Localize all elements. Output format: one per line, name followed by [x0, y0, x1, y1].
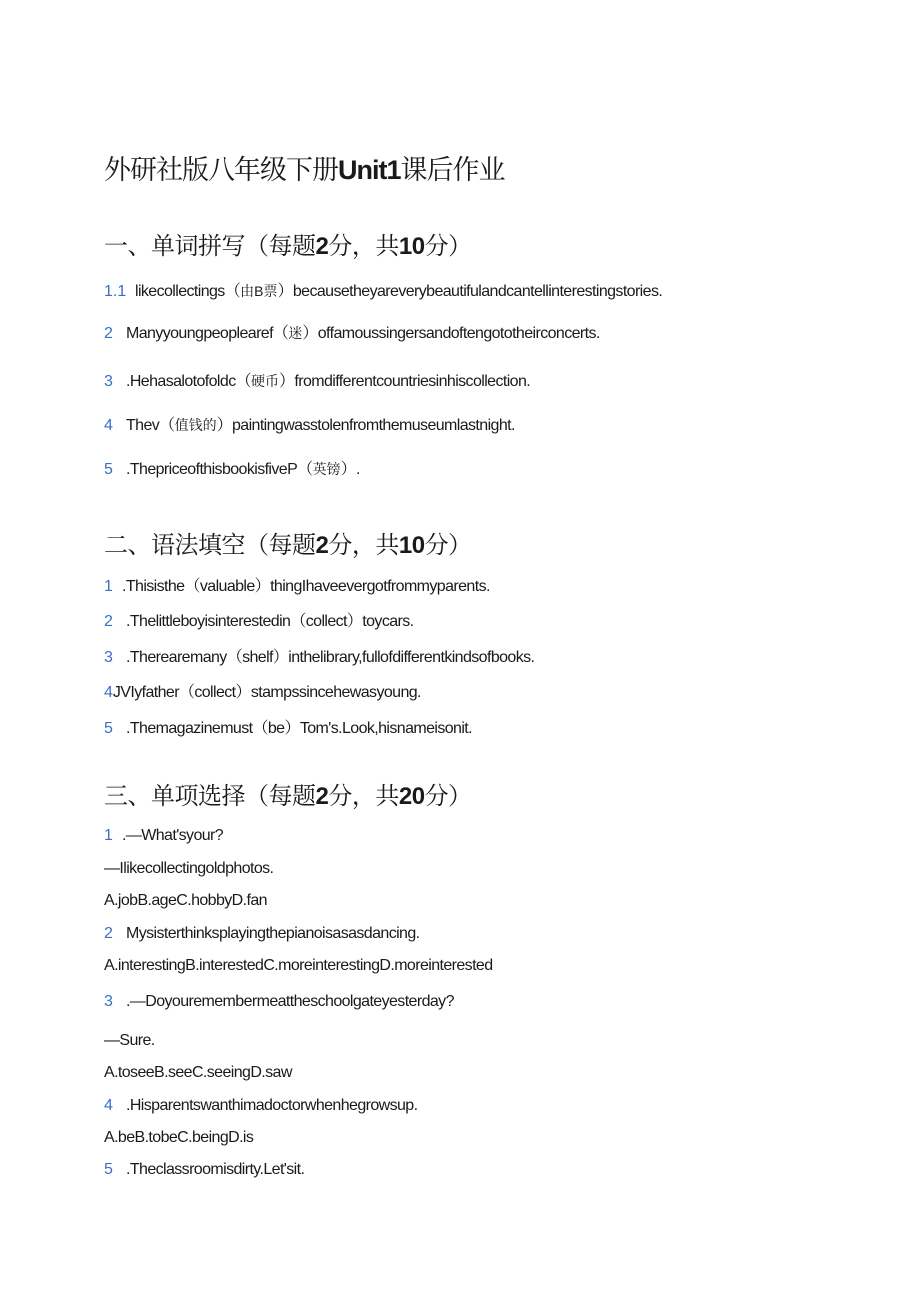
- section-heading-choice: 三、单项选择（每题2分，共20分）: [104, 783, 472, 810]
- grammar-question-4: 4JVIyfather（collect）stampssincehewasyoung.: [104, 684, 421, 701]
- choice-question-1-answer: —Ilikecollectingoldphotos.: [104, 860, 274, 877]
- grammar-question-1: 1 .Thisisthe（valuable）thingIhaveevergotfrommyparents.: [104, 578, 490, 595]
- grammar-question-5: 5 .Themagazinemust（be）Tom's.Look,hisnameisonit.: [104, 720, 473, 737]
- choice-question-1: 1 .—What'syour?: [104, 827, 224, 844]
- spelling-question-1: 1.1 likecollectings（由B票）becausetheyareverybeautifulandcantellinterestingstories.: [104, 283, 663, 300]
- spelling-question-5: 5 .ThepriceofthisbookisfiveP（英镑）.: [104, 461, 360, 478]
- grammar-question-3: 3 .Therearemany（shelf）inthelibrary,fullofdifferentkindsofbooks.: [104, 649, 535, 666]
- choice-question-1-options: A.jobB.ageC.hobbyD.fan: [104, 892, 267, 909]
- choice-question-2-options: A.interestingB.interestedC.moreinterestingD.moreinterested: [104, 957, 493, 974]
- page-title: 外研社版八年级下册Unit1课后作业: [104, 155, 505, 185]
- spelling-question-2: 2 Manyyoungpeoplearef（迷）offamoussingersandoftengototheirconcerts.: [104, 325, 600, 342]
- spelling-question-3: 3 .Hehasalotofoldc（硬币）fromdifferentcountriesinhiscollection.: [104, 373, 531, 390]
- choice-question-4-options: A.beB.tobeC.beingD.is: [104, 1129, 254, 1146]
- choice-question-5: 5 .Theclassroomisdirty.Let'sit.: [104, 1161, 305, 1178]
- section-heading-grammar: 二、语法填空（每题2分，共10分）: [104, 532, 472, 559]
- grammar-question-2: 2 .Thelittleboyisinterestedin（collect）toycars.: [104, 613, 414, 630]
- section-heading-spelling: 一、单词拼写（每题2分，共10分）: [104, 233, 472, 260]
- choice-question-3-options: A.toseeB.seeC.seeingD.saw: [104, 1064, 292, 1081]
- choice-question-4: 4 .Hisparentswanthimadoctorwhenhegrowsup.: [104, 1097, 418, 1114]
- choice-question-2: 2 Mysisterthinksplayingthepianoisasasdancing.: [104, 925, 420, 942]
- choice-question-3-answer: —Sure.: [104, 1032, 155, 1049]
- spelling-question-4: 4 Thev（值钱的）paintingwasstolenfromthemuseumlastnight.: [104, 417, 515, 434]
- choice-question-3: 3 .—Doyouremembermeattheschoolgateyesterday?: [104, 993, 454, 1010]
